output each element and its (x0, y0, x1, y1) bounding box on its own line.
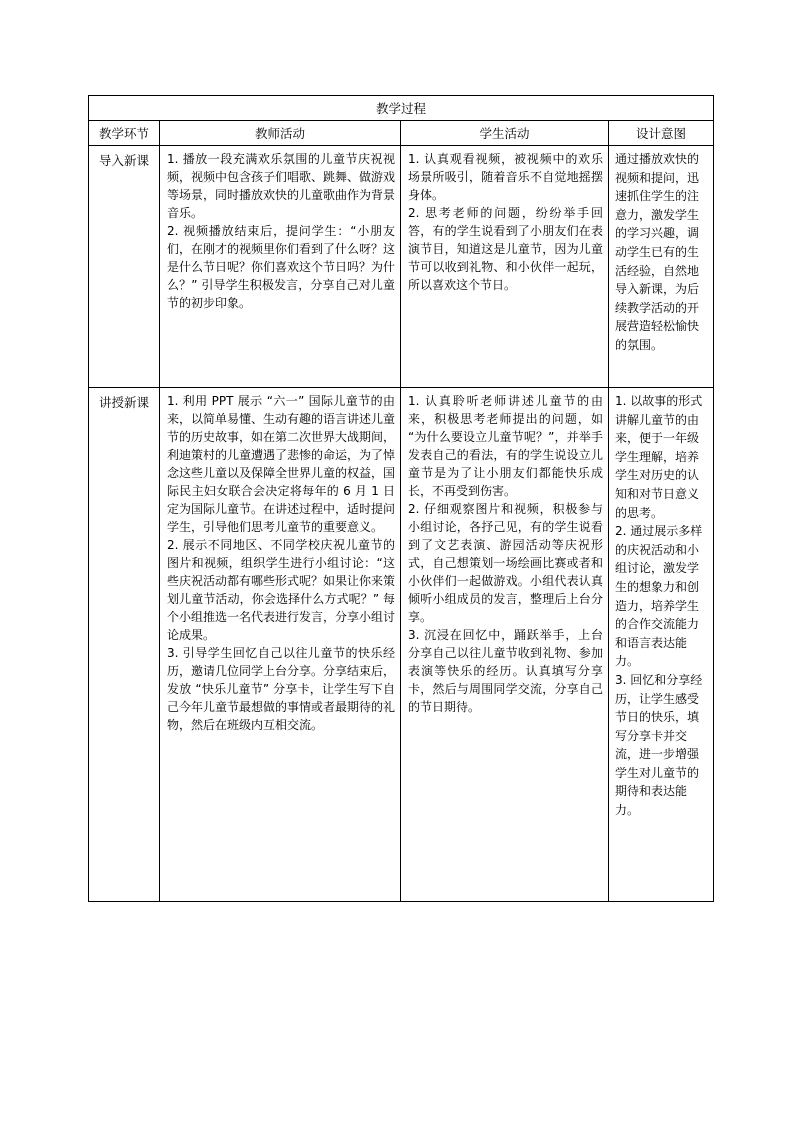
paragraph: 2. 思考老师的问题，纷纷举手回答，有的学生说看到了小朋友们在表演节目，知道这是儿童节，因为儿童节可以收到礼物、和小伙伴一起玩，所以喜欢这个节日。 (408, 206, 603, 292)
paragraph: 1. 以故事的形式讲解儿童节的由来，便于一年级学生理解，培养学生对历史的认知和对节日意义的思考。 (615, 394, 703, 520)
paragraph: 1. 认真聆听老师讲述儿童节的由来，积极思考老师提出的问题，如 “为什么要设立儿童节呢？”，并举手发表自己的看法，有的学生说设立儿童节是为了让小朋友们都能快乐成长，不再受到伤害。 (408, 394, 603, 498)
design-intent-cell (609, 388, 714, 902)
teacher-activity-cell (160, 388, 401, 902)
paragraph: 2. 通过展示多样的庆祝活动和小组讨论，激发学生的想象力和创造力，培养学生的合作交流能力和语言表达能力。 (615, 524, 703, 669)
header-student-activity: 学生活动 (401, 121, 609, 146)
paragraph: 1. 利用 PPT 展示 “六一” 国际儿童节的由来，以简单易懂、生动有趣的语言讲述儿童节的历史故事，如在第二次世界大战期间，利迪策村的儿童遭遇了悲惨的命运，为了悼念这些儿童以及保障全世界儿童的权益，国际民主妇女联合会决定将每年的 6 月 1 日定为国际儿童节。在讲述过程中，适时提问学生，引导他们思考儿童节的重要意义。 (167, 394, 396, 534)
paragraph: 2. 仔细观察图片和视频，积极参与小组讨论，各抒己见，有的学生说看到了文艺表演、游园活动等庆祝形式，自己想策划一场绘画比赛或者和小伙伴们一起做游戏。小组代表认真倾听小组成员的发言，整理后上台分享。 (408, 502, 603, 624)
stage-cell: 讲授新课 (89, 388, 160, 902)
stage-cell: 导入新课 (89, 146, 160, 388)
header-design-intent: 设计意图 (609, 121, 714, 146)
table-title: 教学过程 (89, 96, 714, 121)
paragraph: 3. 引导学生回忆自己以往儿童节的快乐经历，邀请几位同学上台分享。分享结束后，发放 “快乐儿童节” 分享卡，让学生写下自己今年儿童节最想做的事情或者最期待的礼物，然后在班级内互相交流。 (167, 646, 396, 732)
design-intent-cell (609, 146, 714, 388)
table-row (89, 388, 714, 902)
paragraph: 1. 认真观看视频，被视频中的欢乐场景所吸引，随着音乐不自觉地摇摆身体。 (408, 152, 603, 202)
paragraph: 2. 展示不同地区、不同学校庆祝儿童节的图片和视频，组织学生进行小组讨论：“这些庆祝活动都有哪些形式呢？如果让你来策划儿童节活动，你会选择什么方式呢？” 每个小组推选一名代表进行发言，分享小组讨论成果。 (167, 538, 396, 642)
teacher-activity-cell (160, 146, 401, 388)
table-row (89, 146, 714, 388)
student-activity-cell (401, 388, 609, 902)
student-activity-cell (401, 146, 609, 388)
paragraph: 3. 沉浸在回忆中，踊跃举手，上台分享自己以往儿童节收到礼物、参加表演等快乐的经历。认真填写分享卡，然后与周围同学交流，分享自己的节日期待。 (408, 628, 603, 714)
header-teacher-activity: 教师活动 (160, 121, 401, 146)
paragraph: 通过播放欢快的视频和提问，迅速抓住学生的注意力，激发学生的学习兴趣，调动学生已有的生活经验，自然地导入新课，为后续教学活动的开展营造轻松愉快的氛围。 (615, 152, 700, 352)
teaching-process-table (88, 95, 714, 902)
paragraph: 2. 视频播放结束后，提问学生：“小朋友们，在刚才的视频里你们看到了什么呀？这是什么节日呢？你们喜欢这个节日吗？为什么？” 引导学生积极发言，分享自己对儿童节的初步印象。 (167, 224, 396, 310)
paragraph: 1. 播放一段充满欢乐氛围的儿童节庆祝视频，视频中包含孩子们唱歌、跳舞、做游戏等场景，同时播放欢快的儿童歌曲作为背景音乐。 (167, 152, 396, 220)
header-stage: 教学环节 (89, 121, 160, 146)
paragraph: 3. 回忆和分享经历，让学生感受节日的快乐，填写分享卡并交流，进一步增强学生对儿童节的期待和表达能力。 (615, 672, 703, 818)
